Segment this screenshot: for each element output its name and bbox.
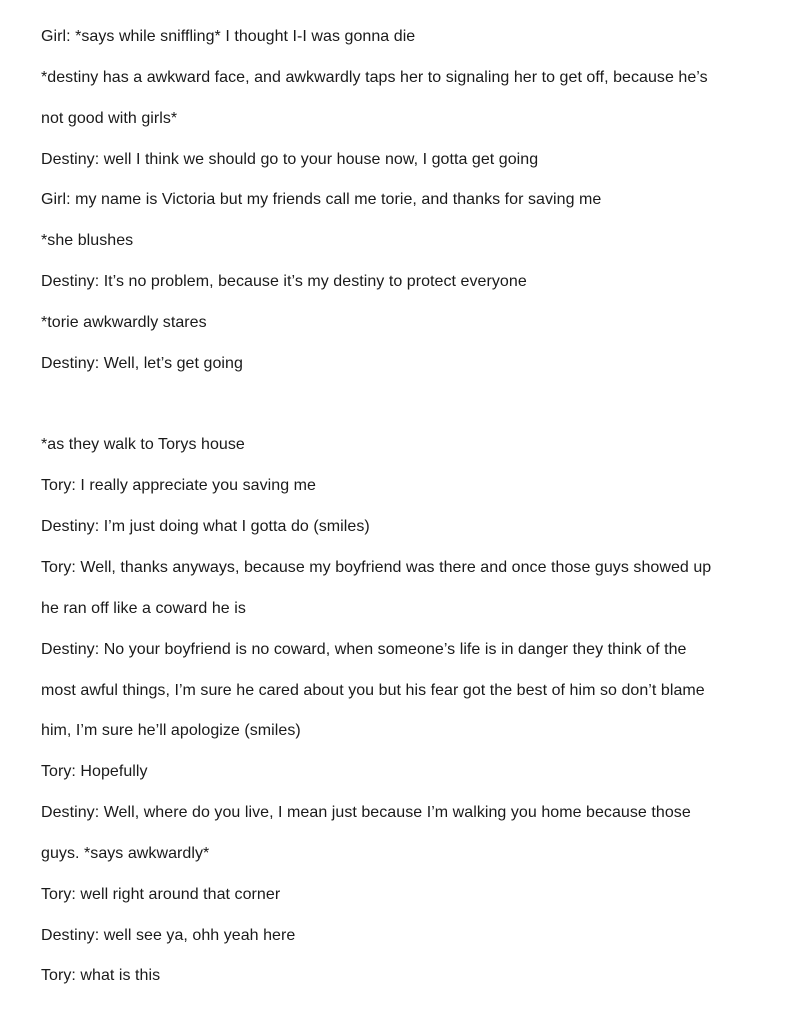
text-line: Tory: what is this: [41, 967, 161, 985]
text-line: Destiny: Well, where do you live, I mean just because I’m walking you home because those: [41, 804, 691, 822]
text-line: most awful things, I’m sure he cared about you but his fear got the best of him so don’t blame: [41, 681, 705, 699]
text-line: Destiny: I’m just doing what I gotta do (smiles): [41, 518, 370, 536]
text-line: him, I’m sure he’ll apologize (smiles): [41, 722, 301, 740]
text-line: Destiny: well I think we should go to your house now, I gotta get going: [41, 150, 539, 168]
blank-line: [41, 391, 771, 432]
text-line: *torie awkwardly stares: [41, 313, 207, 331]
text-line: Tory: well right around that corner: [41, 885, 281, 903]
text-line: he ran off like a coward he is: [41, 599, 246, 617]
text-line: Girl: *says while sniffling* I thought I-I was gonna die: [41, 28, 416, 45]
text-line: Destiny: Well, let’s get going: [41, 354, 243, 372]
text-line: *as they walk to Torys house: [41, 436, 245, 454]
text-line: *she blushes: [41, 232, 134, 250]
text-line: guys. *says awkwardly*: [41, 844, 210, 862]
text-line: Girl: my name is Victoria but my friends call me torie, and thanks for saving me: [41, 191, 602, 209]
text-line: Tory: Hopefully: [41, 763, 148, 781]
text-line: Destiny: well see ya, ohh yeah here: [41, 926, 296, 944]
text-line: Tory: I really appreciate you saving me: [41, 477, 316, 495]
document-body: [41, 23, 771, 1003]
text-line: not good with girls*: [41, 109, 178, 127]
text-line: Tory: Well, thanks anyways, because my boyfriend was there and once those guys showed up: [41, 558, 712, 576]
text-line: *destiny has a awkward face, and awkwardly taps her to signaling her to get off, because he’s: [41, 68, 708, 86]
text-line: Destiny: It’s no problem, because it’s my destiny to protect everyone: [41, 273, 527, 291]
text-line: Destiny: No your boyfriend is no coward, when someone’s life is in danger they think of the: [41, 640, 687, 658]
